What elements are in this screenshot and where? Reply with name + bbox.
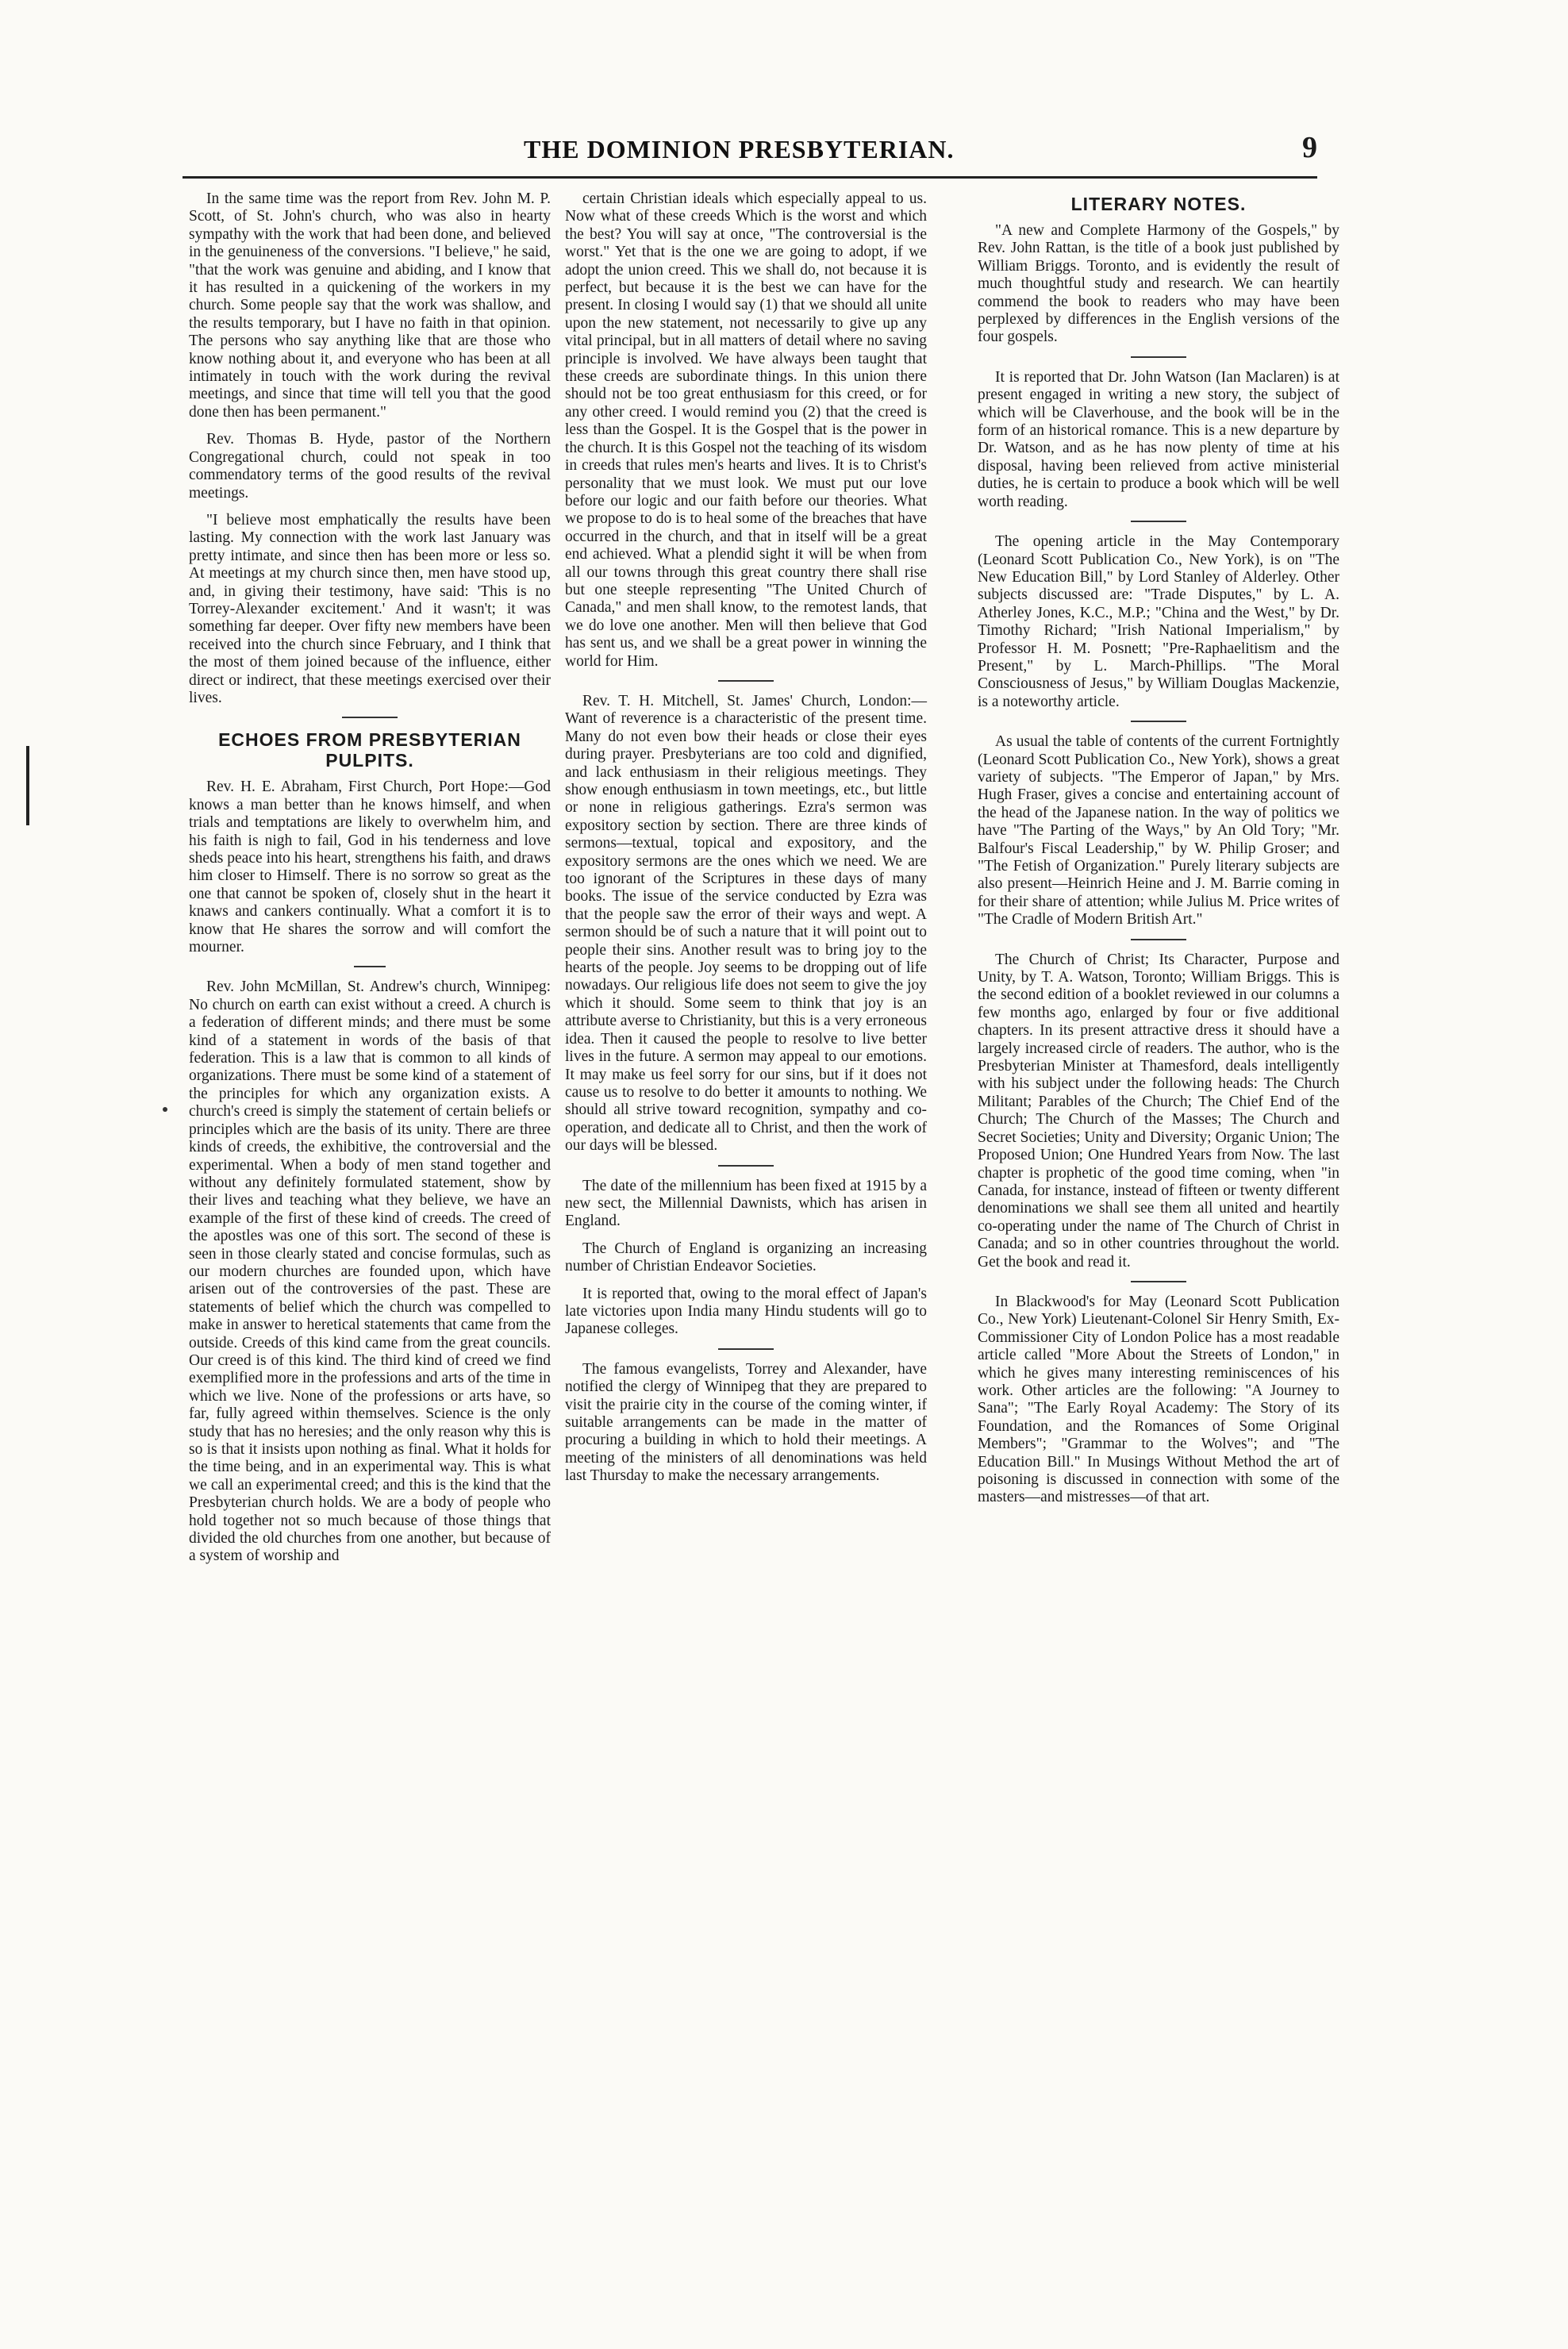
article-paragraph: It is reported that, owing to the moral effect of Japan's late victories upon India many Hindu students will go to Japanese colleges.	[565, 1285, 927, 1338]
header-rule	[183, 176, 1317, 179]
article-paragraph: The Church of Christ; Its Character, Purpose and Unity, by T. A. Watson, Toronto; William Briggs. This is the second edition of a booklet reviewed in our columns a few months ago, enlarged by four or five additional chapters. In its present attractive dress it should have a largely increased circle of readers. The author, who is the Presbyterian Minister at Thamesford, deals intelligently with his subject under the following heads: The Church Militant; Parables of the Church; The Chief End of the Church; The Church of the Masses; The Church and Secret Societies; Unity and Diversity; Organic Union; The Proposed Union; One Hundred Years from Now. The last chapter is prophetic of the good time coming, when "in Canada, for instance, instead of fifteen or twenty different denominations we shall see them all united and heartily co-operating under the name of The Church of Christ in Canada; and so in other countries throughout the world. Get the book and read it.	[978, 951, 1339, 1271]
article-paragraph: Rev. Thomas B. Hyde, pastor of the Northern Congregational church, could not speak in too commendatory terms of the good results of the revival meetings.	[189, 431, 551, 502]
section-divider	[1131, 1281, 1186, 1282]
article-paragraph: The famous evangelists, Torrey and Alexander, have notified the clergy of Winnipeg that they are prepared to visit the prairie city in the course of the coming winter, if suitable arrangements can be made in the matter of procuring a building in which to hold their meetings. A meeting of the ministers of all denominations was held last Thursday to make the necessary arrangements.	[565, 1360, 927, 1485]
article-paragraph: Rev. T. H. Mitchell, St. James' Church, London:—Want of reverence is a characteristic of the present time. Many do not even bow their heads or close their eyes during prayer. Presbyterians are too cold and dignified, and lack enthusiasm in their religious meetings. They show enough enthusiasm in town meetings, etc., but little or none in religious gatherings. Ezra's sermon was expository section by section. There are three kinds of sermons—textual, topical and expository, and the expository sermons are the ones which we need. We are too ignorant of the Scriptures in these days of many books. The issue of the service conducted by Ezra was that the people saw the error of their ways and wept. A sermon should be of such a nature that it will point out to people their sins. Another result was to bring joy to the hearts of the people. Joy seems to be dropping out of life nowadays. Our religious life does not seem to give the joy which it should. Some seem to think that joy is an attribute averse to Christianity, but this is a very erroneous idea. Then it caused the people to resolve to live better lives in the future. A sermon may appeal to our emotions. It may make us feel sorry for our sins, but if it does not cause us to resolve to do better it amounts to nothing. We should all strive toward recognition, sympathy and co-operation, and dedicate all to Christ, and then the work of our days will be blessed.	[565, 692, 927, 1155]
article-paragraph: "A new and Complete Harmony of the Gospels," by Rev. John Rattan, is the title of a book just published by William Briggs. Toronto, and is evidently the result of much thoughtful study and research. We can heartily commend the book to readers who may have been perplexed by differences in the English versions of the four gospels.	[978, 222, 1339, 346]
article-paragraph: As usual the table of contents of the current Fortnightly (Leonard Scott Publication Co., New York), shows a great variety of subjects. "The Emperor of Japan," by Mrs. Hugh Fraser, gives a concise and entertaining account of the head of the Japanese nation. In the way of politics we have "The Parting of the Ways," by An Old Tory; "Mr. Balfour's Fiscal Leadership," by W. Philip Groser; and "The Fetish of Organization." Purely literary subjects are also present—Heinrich Heine and J. M. Barrie coming in for their share of attention; while Julius M. Price writes of "The Cradle of Modern British Art."	[978, 733, 1339, 928]
article-paragraph: In Blackwood's for May (Leonard Scott Publication Co., New York) Lieutenant-Colonel Sir Henry Smith, Ex-Commissioner City of London Police has a most readable article called "More About the Streets of London," in which he gives many interesting reminiscences of his work. Other articles are the following: "A Journey to Sana"; "The Early Royal Academy: The Story of its Foundation, and the Romances of Some Original Members"; "Grammar to the Wolves"; and "The Education Bill." In Musings Without Method the art of poisoning is discussed in connection with some of the masters—and mistresses—of that art.	[978, 1293, 1339, 1506]
margin-mark	[24, 746, 32, 825]
section-divider	[342, 717, 398, 718]
page-number: 9	[1302, 131, 1317, 164]
column-3	[978, 190, 1339, 1517]
section-divider	[1131, 521, 1186, 522]
section-divider	[354, 966, 386, 967]
margin-dot	[163, 1107, 167, 1112]
masthead-title: THE DOMINION PRESBYTERIAN.	[524, 135, 955, 163]
section-divider	[1131, 721, 1186, 722]
column-2	[565, 190, 927, 1495]
column-1	[189, 190, 551, 1575]
section-heading: LITERARY NOTES.	[1070, 194, 1247, 214]
article-paragraph: It is reported that Dr. John Watson (Ian Maclaren) is at present engaged in writing a new story, the subject of which will be Claverhouse, and the book will be in the form of an historical romance. This is a new departure by Dr. Watson, and as he has now plenty of time at his disposal, having been relieved from active ministerial duties, he is certain to produce a book which will be well worth reading.	[978, 368, 1339, 510]
section-divider	[718, 1348, 774, 1350]
article-paragraph: Rev. John McMillan, St. Andrew's church, Winnipeg: No church on earth can exist without a creed. A church is a federation of different minds; and there must be some kind of a statement in words of the basis of that federation. This is a law that is common to all kinds of organizations. There must be some kind of a statement of the principles for which any organization exists. A church's creed is simply the statement of certain beliefs or principles which are the basis of its unity. There are three kinds of creeds, the exhibitive, the controversial and the experimental. When a body of men stand together and without any definitely formulated statement, show by their lives and teaching what they believe, we have an example of the first of these kind of creeds. The creed of the apostles was one of this sort. The second of these is seen in those clearly stated and concise formulas, such as our modern churches are founded upon, which have arisen out of the controversies of the past. These are statements of belief which the church was compelled to make in answer to heretical statements that came from the outside. Creeds of this kind came from the great councils. Our creed is of this kind. The third kind of creed we find exemplified more in the professions and arts of the time in which we live. None of the professions or arts have, so far, fully agreed within themselves. Science is the only study that has no heresies; and the only reason why this is so is that it insists upon nothing as final. What it holds for the time being, and in an experimental way. This is what we call an experimental creed; and this is the kind that the Presbyterian church holds. We are a body of people who hold together not so much because of those things that divided the old churches from one another, but because of a system of worship and	[189, 978, 551, 1565]
section-divider	[1131, 356, 1186, 358]
article-paragraph: In the same time was the report from Rev. John M. P. Scott, of St. John's church, who was also in hearty sympathy with the work that had been done, and believed in the genuineness of the conversions. "I believe," he said, "that the work was genuine and abiding, and I know that it has resulted in a quickening of the workers in my church. Some people say that the work was shallow, and the results temporary, but I have no faith in that opinion. The persons who say anything like that are those who know nothing about it, and everyone who has been at all intimately in touch with the work during the revival meetings, and since that time will tell you that the good done then has been permanent."	[189, 190, 551, 421]
page-header	[183, 131, 1317, 183]
article-paragraph: Rev. H. E. Abraham, First Church, Port Hope:—God knows a man better than he knows himself, and when trials and temptations are likely to overwhelm him, and his faith is nigh to fail, God in his tenderness and love sheds peace into his heart, strengthens his faith, and draws him closer to Himself. There is no sorrow so great as the one that cannot be spoken of, closely shut in the heart it knaws and cankers continually. What a comfort it is to know that He shares the sorrow and will comfort the mourner.	[189, 779, 551, 956]
section-divider	[718, 1165, 774, 1167]
article-paragraph: The Church of England is organizing an increasing number of Christian Endeavor Societies.	[565, 1240, 927, 1275]
article-paragraph: certain Christian ideals which especially appeal to us. Now what of these creeds Which is the worst and which the best? You will say at once, "The controversial is the worst." Yet that is the one we are going to adopt, if we adopt the union creed. This we shall do, not because it is perfect, but because it is the best we can have for the present. In closing I would say (1) that we should all unite upon the new statement, not necessarily to give up any vital principal, but in all matters of detail where no saving principle is involved. We have always been taught that these creeds are subordinate things. In this union there should not be too great enthusiasm for this creed, or for any other creed. I would remind you (2) that the creed is less than the Gospel. It is the Gospel that is the power in the church. It is this Gospel not the teaching of its wisdom in creeds that rules men's hearts and lives. It is to Christ's personality that we must look. We must put our love before our logic and our faith before our theories. What we propose to do is to heal some of the breaches that have occurred in the church, and that in itself will be a great end achieved. What a plendid sight it will be when from all our towns through this great country there shall rise but one steeple representing "The United Church of Canada," and men shall know, to the remotest lands, that we do love one another. Men will then believe that God has sent us, and we shall be a great power in winning the world for Him.	[565, 190, 927, 670]
article-paragraph: The date of the millennium has been fixed at 1915 by a new sect, the Millennial Dawnists, which has arisen in England.	[565, 1177, 927, 1230]
article-paragraph: The opening article in the May Contemporary (Leonard Scott Publication Co., New York), is on "The New Education Bill," by Lord Stanley of Alderley. Other subjects discussed are: "Trade Disputes," by L. A. Atherley Jones, K.C., M.P.; "China and the West," by Dr. Timothy Richard; "Irish National Imperialism," by Professor H. M. Posnett; "Pre-Raphaelitism and the Present," by L. March-Phillips. "The Moral Consciousness of Jesus," by William Douglas Mackenzie, is a noteworthy article.	[978, 533, 1339, 710]
section-divider	[718, 680, 774, 682]
article-paragraph: "I believe most emphatically the results have been lasting. My connection with the work last January was pretty intimate, and since then has been more or less so. At meetings at my church since then, men have stood up, and, in giving their testimony, have said: 'This is no Torrey-Alexander excitement.' And it wasn't; it was something far deeper. Over fifty new members have been received into the church since February, and I think that the most of them joined because of the influence, either direct or indirect, that these meetings exercised over their lives.	[189, 511, 551, 706]
section-heading: ECHOES FROM PRESBYTERIAN PULPITS.	[218, 729, 521, 771]
section-divider	[1131, 939, 1186, 940]
